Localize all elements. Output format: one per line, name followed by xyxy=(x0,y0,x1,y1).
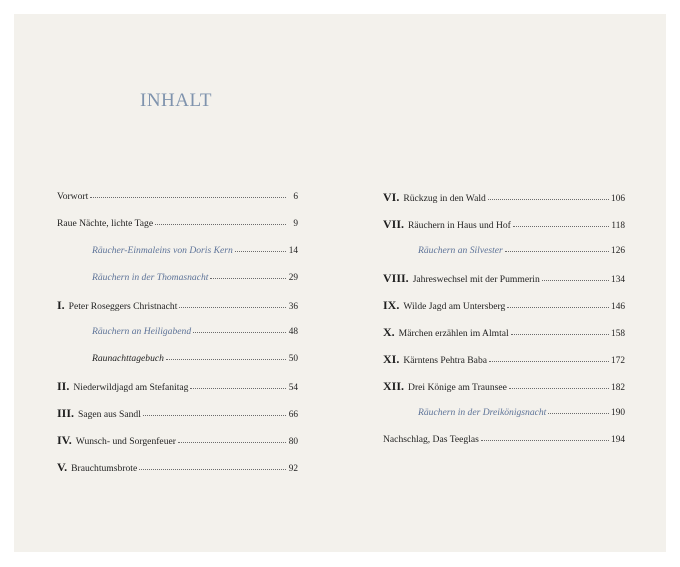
entry-label: Räuchern in Haus und Hof xyxy=(408,220,511,231)
page-number: 106 xyxy=(611,194,625,204)
dot-leader xyxy=(509,380,609,389)
dot-leader xyxy=(235,243,286,252)
entry-label: Kärntens Pehtra Baba xyxy=(403,355,487,366)
toc-entry[interactable] xyxy=(57,325,298,352)
chapter-number: VII. xyxy=(383,217,405,231)
toc-entry[interactable] xyxy=(383,433,625,460)
dot-leader xyxy=(179,299,286,308)
entry-label: Wunsch- und Sorgenfeuer xyxy=(75,436,176,447)
chapter-number: VI. xyxy=(383,190,400,204)
dot-leader xyxy=(90,189,286,198)
toc-entry[interactable] xyxy=(57,406,298,433)
chapter-number: II. xyxy=(57,379,70,393)
entry-label: Raunachttagebuch xyxy=(92,353,164,364)
toc-column-right xyxy=(383,190,625,460)
page-number: 50 xyxy=(288,354,298,364)
toc-entry[interactable] xyxy=(57,298,298,325)
toc-entry[interactable] xyxy=(383,352,625,379)
toc-entry[interactable] xyxy=(383,298,625,325)
entry-label: Vorwort xyxy=(57,191,89,202)
toc-entry[interactable] xyxy=(383,325,625,352)
page-number: 146 xyxy=(611,302,625,312)
chapter-number: VIII. xyxy=(383,271,409,285)
entry-label: Wilde Jagd am Untersberg xyxy=(403,301,506,312)
dot-leader xyxy=(488,191,609,200)
page-number: 126 xyxy=(611,246,625,256)
dot-leader xyxy=(513,218,610,227)
dot-leader xyxy=(210,270,286,279)
toc-entry[interactable] xyxy=(57,460,298,487)
toc-entry[interactable] xyxy=(383,217,625,244)
page-number: 48 xyxy=(288,327,298,337)
entry-label: Räuchern in der Dreikönigsnacht xyxy=(418,407,547,418)
entry-label: Drei Könige am Traunsee xyxy=(408,382,507,393)
toc-title: INHALT xyxy=(140,90,212,111)
toc-entry[interactable] xyxy=(57,379,298,406)
entry-label: Räuchern an Heiligabend xyxy=(92,326,192,337)
entry-label: Sagen aus Sandl xyxy=(78,409,141,420)
chapter-number: IX. xyxy=(383,298,400,312)
entry-label: Brauchtumsbrote xyxy=(71,463,138,474)
entry-label: Nachschlag, Das Teeglas xyxy=(383,434,479,445)
toc-column-left xyxy=(57,190,298,487)
toc-entry[interactable] xyxy=(383,244,625,271)
entry-label: Räuchern an Silvester xyxy=(418,245,503,256)
toc-entry[interactable] xyxy=(57,190,298,217)
dot-leader xyxy=(143,407,286,416)
chapter-number: I. xyxy=(57,298,65,312)
page-number: 14 xyxy=(288,246,298,256)
page-number: 80 xyxy=(288,437,298,447)
entry-label: Räucher-Einmaleins von Doris Kern xyxy=(92,245,233,256)
book-page xyxy=(14,14,666,552)
chapter-number: IV. xyxy=(57,433,72,447)
page-number: 158 xyxy=(611,329,625,339)
toc-entry[interactable] xyxy=(57,352,298,379)
toc-entry[interactable] xyxy=(57,271,298,298)
toc-entry[interactable] xyxy=(383,379,625,406)
page-number: 9 xyxy=(293,219,298,229)
dot-leader xyxy=(139,461,286,470)
toc-entry[interactable] xyxy=(57,217,298,244)
toc-entry[interactable] xyxy=(383,406,625,433)
dot-leader xyxy=(542,272,609,281)
dot-leader xyxy=(507,299,609,308)
dot-leader xyxy=(548,405,609,414)
dot-leader xyxy=(166,351,286,360)
toc-entry[interactable] xyxy=(383,190,625,217)
entry-label: Raue Nächte, lichte Tage xyxy=(57,218,154,229)
page-number: 66 xyxy=(288,410,298,420)
page-number: 182 xyxy=(611,383,625,393)
dot-leader xyxy=(193,324,286,333)
entry-label: Peter Roseggers Christnacht xyxy=(68,301,178,312)
page-number: 134 xyxy=(611,275,625,285)
entry-label: Jahreswechsel mit der Pummerin xyxy=(412,274,540,285)
page-number: 36 xyxy=(288,302,298,312)
entry-label: Niederwildjagd am Stefanitag xyxy=(73,382,189,393)
page-number: 92 xyxy=(288,464,298,474)
entry-label: Märchen erzählen im Almtal xyxy=(398,328,509,339)
dot-leader xyxy=(155,216,286,225)
page-number: 190 xyxy=(611,408,625,418)
page-number: 194 xyxy=(611,435,625,445)
entry-label: Räuchern in der Thomasnacht xyxy=(92,272,209,283)
toc-entry[interactable] xyxy=(57,244,298,271)
page-number: 118 xyxy=(611,221,625,231)
page-number: 54 xyxy=(288,383,298,393)
dot-leader xyxy=(505,243,609,252)
chapter-number: XII. xyxy=(383,379,405,393)
chapter-number: V. xyxy=(57,460,68,474)
chapter-number: III. xyxy=(57,406,75,420)
chapter-number: X. xyxy=(383,325,395,339)
chapter-number: XI. xyxy=(383,352,400,366)
dot-leader xyxy=(190,380,286,389)
dot-leader xyxy=(511,326,609,335)
dot-leader xyxy=(489,353,609,362)
page-number: 29 xyxy=(288,273,298,283)
toc-entry[interactable] xyxy=(383,271,625,298)
dot-leader xyxy=(481,432,609,441)
entry-label: Rückzug in den Wald xyxy=(403,193,486,204)
dot-leader xyxy=(178,434,286,443)
page-number: 172 xyxy=(611,356,625,366)
page-number: 6 xyxy=(293,192,298,202)
toc-entry[interactable] xyxy=(57,433,298,460)
